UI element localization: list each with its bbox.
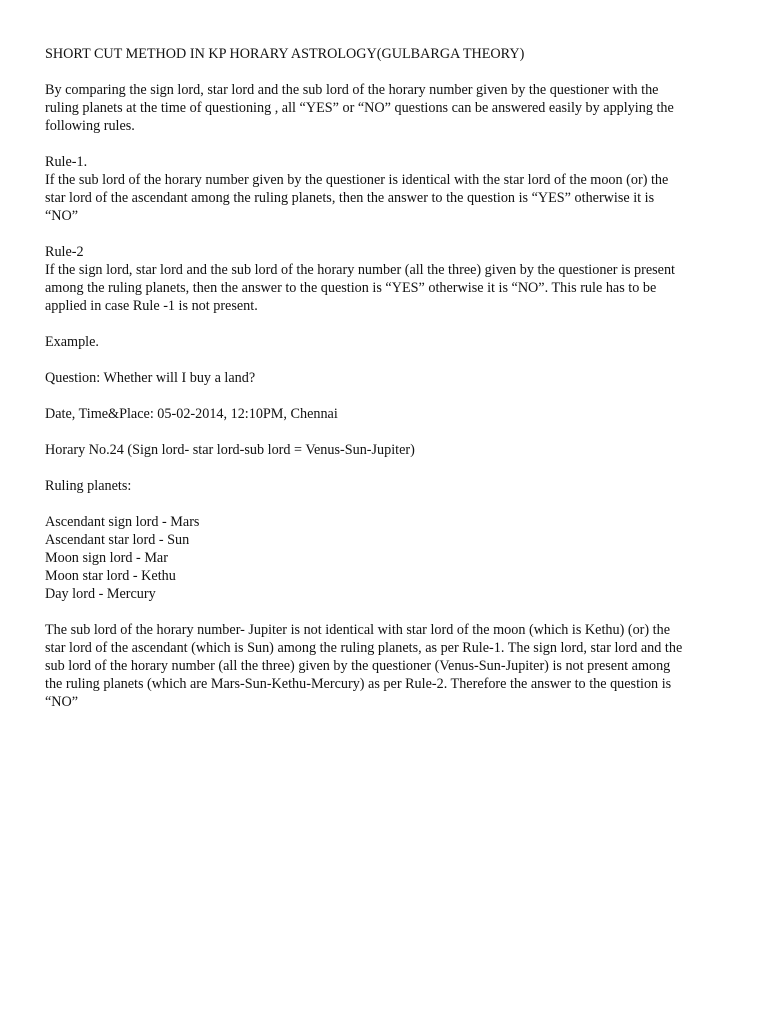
intro-line: By comparing the sign lord, star lord and the sub lord of the horary number given by the questioner with the [45, 82, 659, 98]
horary-line: Horary No.24 (Sign lord- star lord-sub lord = Venus-Sun-Jupiter) [45, 442, 415, 458]
question-line: Question: Whether will I buy a land? [45, 370, 256, 386]
date-time-place-line: Date, Time&Place: 05-02-2014, 12:10PM, Chennai [45, 406, 338, 422]
conclusion-paragraph [45, 621, 735, 711]
intro-paragraph [45, 81, 735, 135]
rule-1-line: “NO” [45, 208, 79, 224]
example-heading: Example. [45, 334, 99, 350]
rule-2-heading: Rule-2 [45, 244, 84, 260]
list-item: Ascendant star lord - Sun [45, 532, 190, 548]
conclusion-line: The sub lord of the horary number- Jupiter is not identical with star lord of the moon (which is Kethu) (or) the [45, 622, 670, 638]
ruling-planets-list [45, 513, 735, 603]
ruling-planets-heading: Ruling planets: [45, 478, 132, 494]
intro-line: following rules. [45, 118, 135, 134]
intro-line: ruling planets at the time of questioning , all “YES” or “NO” questions can be answered easily by applying the [45, 100, 674, 116]
rule-1-line: star lord of the ascendant among the ruling planets, then the answer to the question is “YES” otherwise it is [45, 190, 655, 206]
conclusion-line: sub lord of the horary number (all the three) given by the questioner (Venus-Sun-Jupiter) is not present among [45, 658, 671, 674]
list-item: Moon sign lord - Mar [45, 550, 168, 566]
list-item: Moon star lord - Kethu [45, 568, 176, 584]
rule-1-line: If the sub lord of the horary number given by the questioner is identical with the star lord of the moon (or) the [45, 172, 669, 188]
rule-2-line: applied in case Rule -1 is not present. [45, 298, 258, 314]
document-title: SHORT CUT METHOD IN KP HORARY ASTROLOGY(GULBARGA THEORY) [45, 46, 525, 62]
list-item: Day lord - Mercury [45, 586, 156, 602]
rule-2-line: If the sign lord, star lord and the sub lord of the horary number (all the three) given by the questioner is present [45, 262, 675, 278]
rule-1-heading: Rule-1. [45, 154, 88, 170]
rule-1-section [45, 153, 735, 225]
rule-2-line: among the ruling planets, then the answer to the question is “YES” otherwise it is “NO”. This rule has to be [45, 280, 657, 296]
conclusion-line: star lord of the ascendant (which is Sun) among the ruling planets, as per Rule-1. The sign lord, star lord and the [45, 640, 683, 656]
conclusion-line: the ruling planets (which are Mars-Sun-Kethu-Mercury) as per Rule-2. Therefore the answer to the question is [45, 676, 672, 692]
list-item: Ascendant sign lord - Mars [45, 514, 200, 530]
document-page [45, 45, 735, 729]
rule-2-section [45, 243, 735, 315]
conclusion-line: “NO” [45, 694, 79, 710]
